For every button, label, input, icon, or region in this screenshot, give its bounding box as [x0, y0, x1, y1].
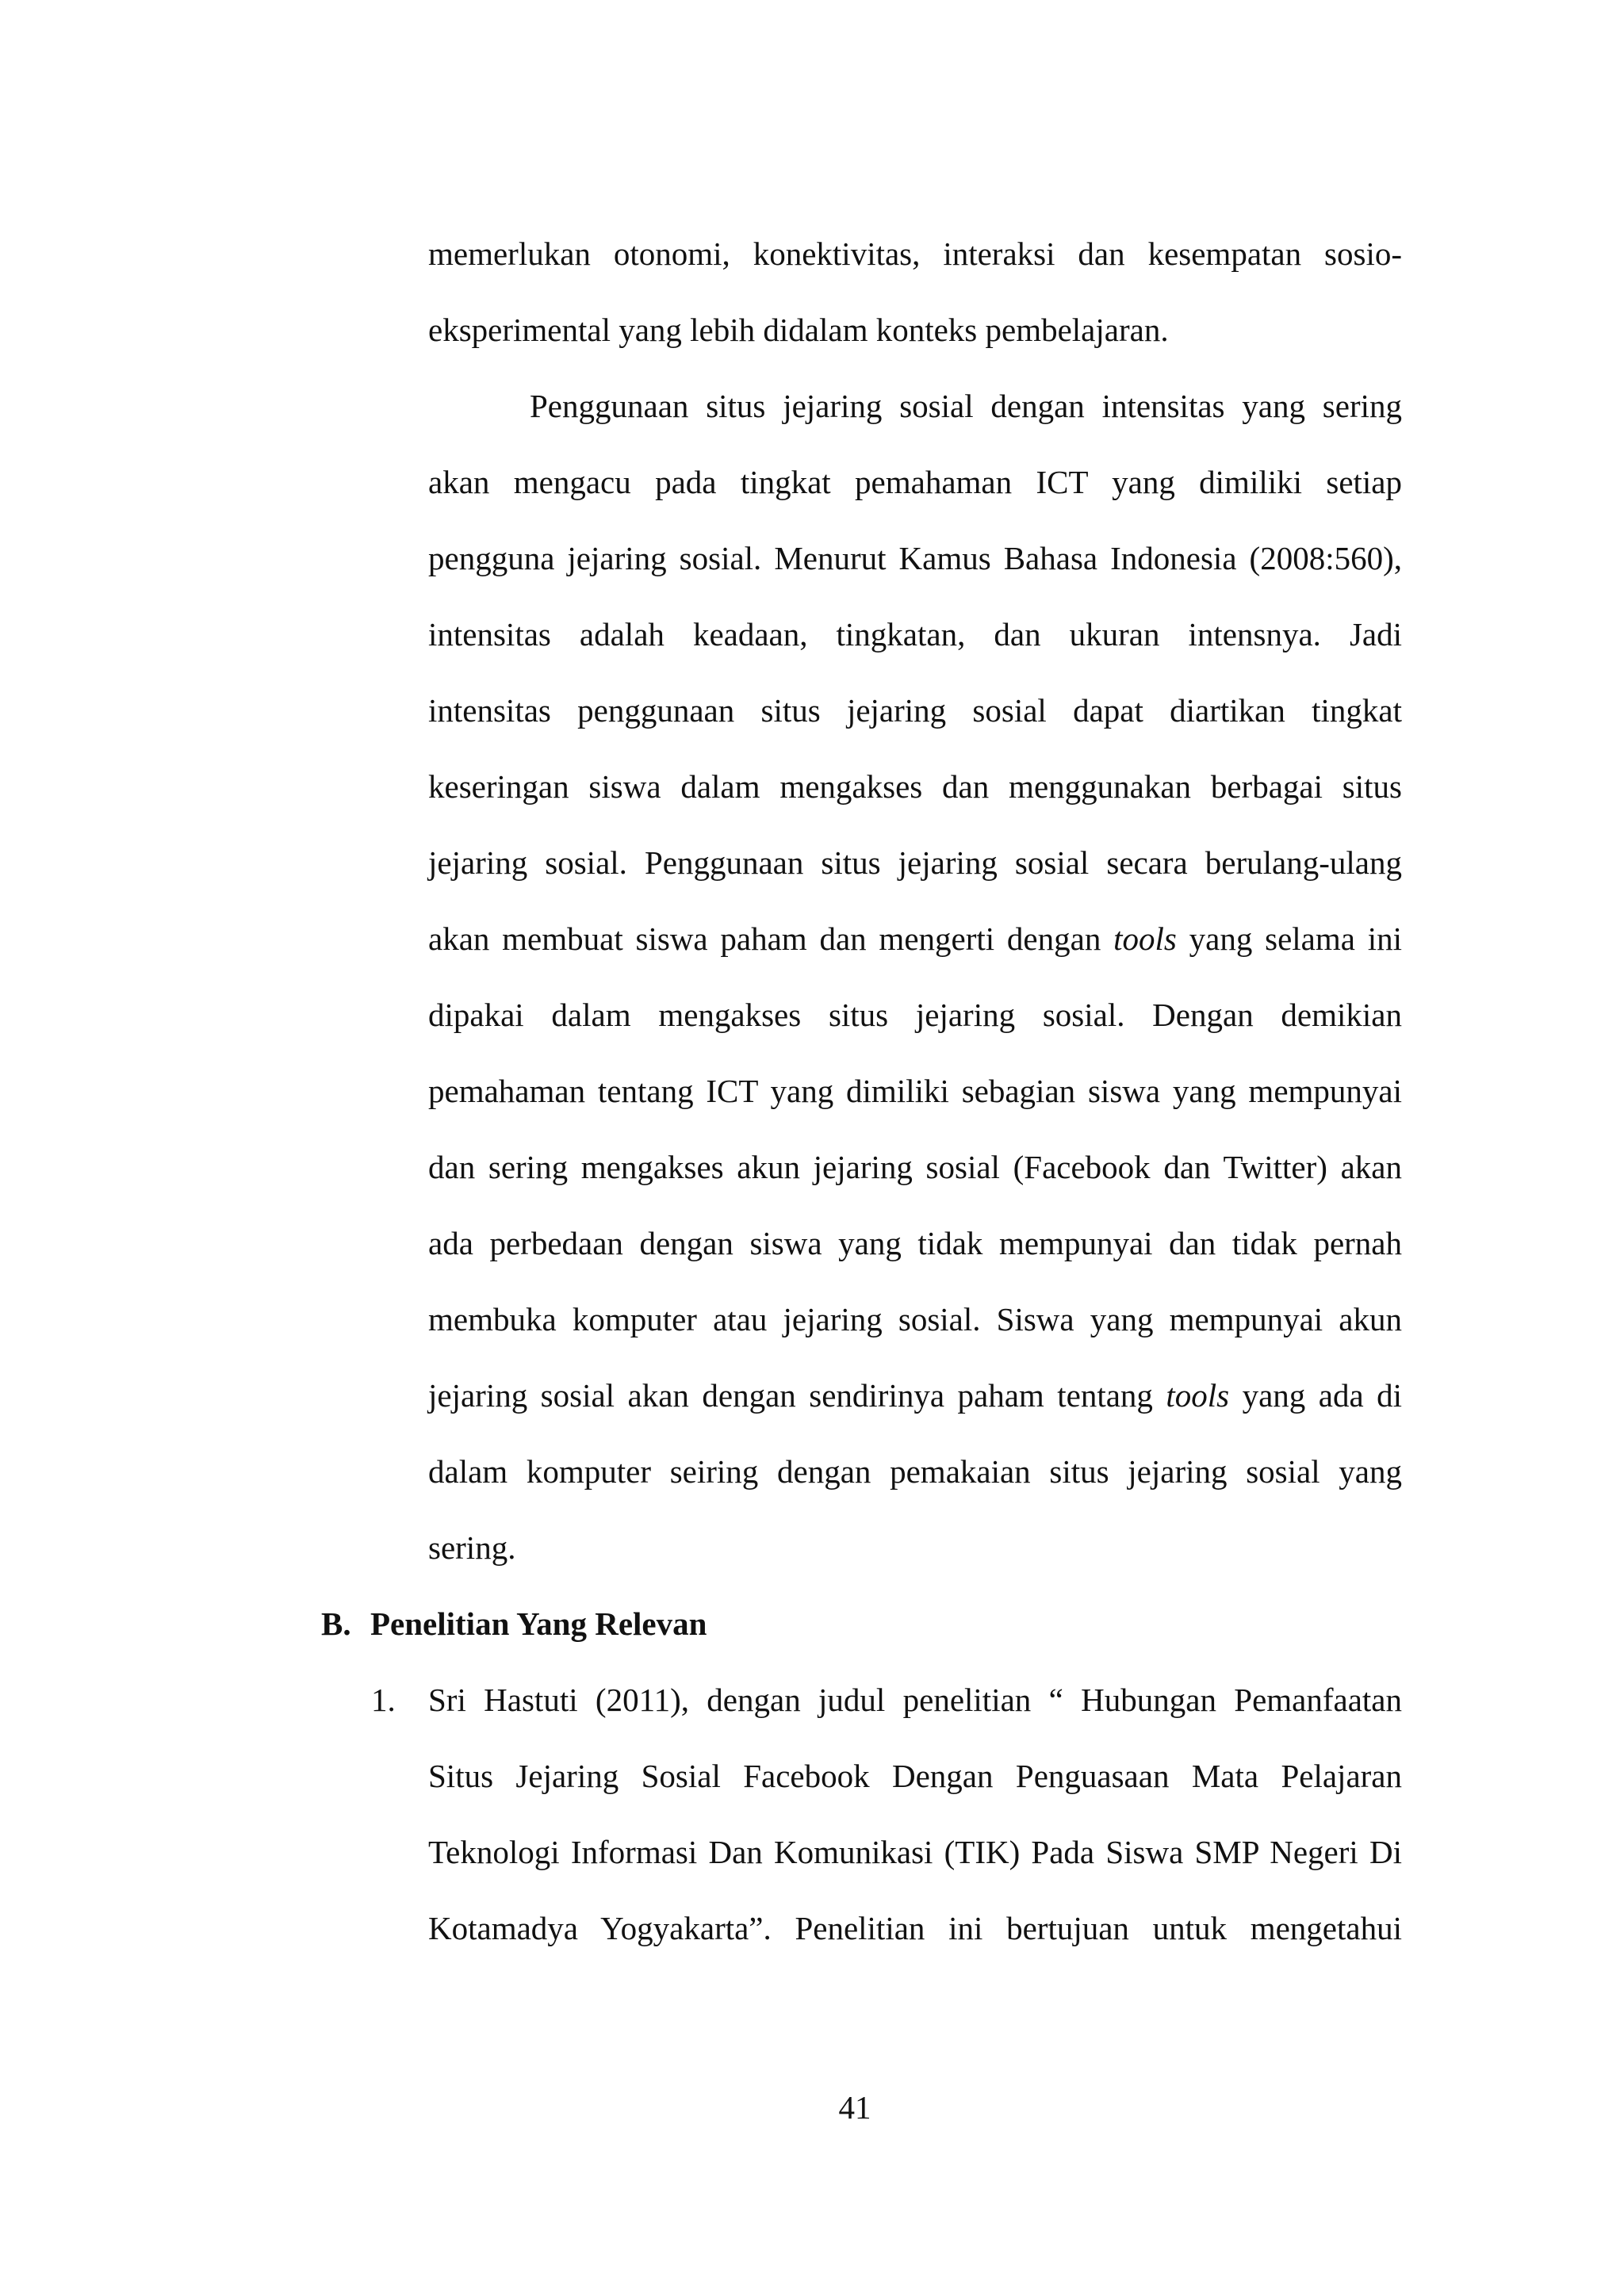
text-line: keseringan siswa dalam mengakses dan menggunakan berbagai situs [428, 768, 1402, 805]
section-letter: B. [321, 1605, 351, 1642]
list-number: 1. [371, 1682, 396, 1718]
text-line: Penggunaan situs jejaring sosial dengan intensitas yang sering [530, 388, 1402, 424]
text-run: jejaring sosial akan dengan sendirinya paham tentang [428, 1377, 1166, 1414]
text-line: intensitas penggunaan situs jejaring sosial dapat diartikan tingkat [428, 692, 1402, 729]
text-line: dan sering mengakses akun jejaring sosial (Facebook dan Twitter) akan [428, 1149, 1402, 1185]
list-item-line: Situs Jejaring Sosial Facebook Dengan Penguasaan Mata Pelajaran [428, 1758, 1402, 1794]
text-line: sering. [428, 1529, 516, 1566]
text-run: yang selama ini [1176, 920, 1402, 957]
text-run: yang ada di [1229, 1377, 1403, 1414]
text-line: memerlukan otonomi, konektivitas, interaksi dan kesempatan sosio- [428, 235, 1402, 272]
italic-term: tools [1113, 920, 1177, 957]
text-line: eksperimental yang lebih didalam konteks pembelajaran. [428, 312, 1169, 348]
text-line: pengguna jejaring sosial. Menurut Kamus Bahasa Indonesia (2008:560), [428, 540, 1402, 576]
text-line: membuka komputer atau jejaring sosial. Siswa yang mempunyai akun [428, 1301, 1402, 1337]
list-item-line: Sri Hastuti (2011), dengan judul penelitian “ Hubungan Pemanfaatan [428, 1682, 1402, 1718]
list-item-line: Kotamadya Yogyakarta”. Penelitian ini bertujuan untuk mengetahui [428, 1910, 1402, 1946]
page-number: 41 [838, 2089, 871, 2126]
section-title: Penelitian Yang Relevan [370, 1605, 707, 1642]
italic-term: tools [1166, 1377, 1230, 1414]
text-line: dipakai dalam mengakses situs jejaring sosial. Dengan demikian [428, 997, 1402, 1033]
text-line: pemahaman tentang ICT yang dimiliki sebagian siswa yang mempunyai [428, 1073, 1402, 1109]
list-item-line: Teknologi Informasi Dan Komunikasi (TIK) Pada Siswa SMP Negeri Di [428, 1834, 1402, 1870]
text-line: jejaring sosial. Penggunaan situs jejaring sosial secara berulang-ulang [428, 844, 1402, 881]
text-run: akan membuat siswa paham dan mengerti dengan [428, 920, 1114, 957]
text-line [428, 916, 1402, 961]
text-line: dalam komputer seiring dengan pemakaian situs jejaring sosial yang [428, 1453, 1402, 1490]
text-line: akan mengacu pada tingkat pemahaman ICT yang dimiliki setiap [428, 464, 1402, 500]
text-line [428, 1373, 1402, 1418]
section-heading [321, 1601, 707, 1646]
text-line: ada perbedaan dengan siswa yang tidak mempunyai dan tidak pernah [428, 1225, 1402, 1261]
text-line: intensitas adalah keadaan, tingkatan, dan ukuran intensnya. Jadi [428, 616, 1402, 652]
